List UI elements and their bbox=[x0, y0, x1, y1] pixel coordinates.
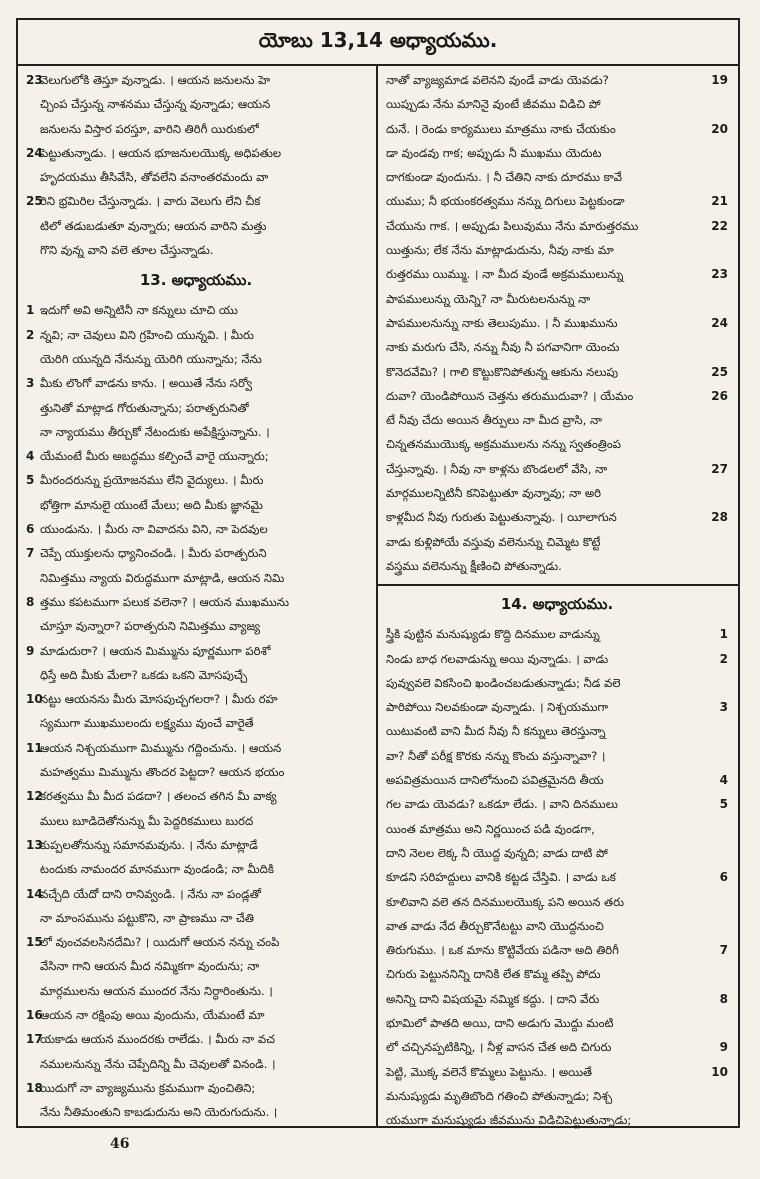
verse-number: 10 bbox=[711, 1064, 728, 1079]
text-line bbox=[26, 347, 366, 371]
verse-number: 24 bbox=[26, 145, 43, 160]
text-line bbox=[26, 189, 366, 213]
line-text: వాత వాడు నేద తీర్చుకొనేటట్టు వాని యొద్దనుంచి bbox=[386, 918, 604, 933]
line-text: మహత్వము మిమ్మును తొందర పెట్టదా? ఆయన భయం bbox=[40, 765, 285, 780]
verse-number: 8 bbox=[26, 594, 35, 609]
text-line bbox=[386, 384, 728, 408]
line-text: మార్గములను ఆయన ముందర నేను నిర్ధారింతును. । bbox=[40, 983, 273, 998]
verse-number: 8 bbox=[719, 991, 728, 1006]
text-line bbox=[386, 1011, 728, 1035]
line-text: చూస్తూ వున్నారా? పరాత్పరుని నిమిత్తము వ్యాజ్య bbox=[40, 619, 261, 634]
text-line bbox=[386, 744, 728, 768]
verse-number: 20 bbox=[711, 121, 728, 136]
text-line bbox=[26, 566, 366, 590]
line-text: రిని భ్రమిరిల చేస్తున్నాడు. । వారు వెలుగు లేని చీక bbox=[40, 194, 261, 209]
line-text: చ్చింప చేస్తున్న నాశనము చేస్తున్న వున్నాడు; ఆయన bbox=[40, 97, 271, 112]
text-line bbox=[26, 141, 366, 165]
text-line bbox=[26, 857, 366, 881]
text-line bbox=[26, 298, 366, 322]
text-columns bbox=[18, 64, 738, 1126]
text-line bbox=[386, 262, 728, 286]
text-line bbox=[26, 238, 366, 262]
line-text: న్నవి; నా చెవులు విని గ్రహించి యున్నవి. । మీరు bbox=[40, 327, 254, 342]
text-line bbox=[386, 481, 728, 505]
text-line bbox=[26, 663, 366, 687]
line-text: నాకు మరుగు చేసి, నన్ను నీవు నీ పగవానిగా యెంచు bbox=[386, 340, 620, 355]
line-text: చేస్తున్నావు. । నీవు నా కాళ్లను బొండలలో వేసి, నా bbox=[386, 461, 608, 476]
text-line bbox=[26, 614, 366, 638]
verse-number: 2 bbox=[26, 327, 35, 342]
text-line bbox=[386, 287, 728, 311]
line-text: యిదుగో నా వ్యాజ్యమును క్రమముగా వుంచితిని; bbox=[40, 1080, 256, 1095]
chapter-14-heading: 14. అధ్యాయము. bbox=[500, 595, 614, 614]
text-line bbox=[386, 622, 728, 646]
text-line bbox=[26, 396, 366, 420]
text-line bbox=[26, 214, 366, 238]
line-text: టే నీవు చేదు అయిన తీర్పులు నా మీద వ్రాసి, నా bbox=[386, 413, 603, 428]
verse-number: 2 bbox=[719, 651, 728, 666]
text-line bbox=[386, 987, 728, 1011]
text-line bbox=[26, 1076, 366, 1100]
chapter-13-text bbox=[26, 298, 366, 1124]
text-line bbox=[26, 1052, 366, 1076]
text-line bbox=[26, 833, 366, 857]
line-text: వస్త్రము వలెనున్ను క్షీణించి పోతున్నాడు. bbox=[386, 558, 562, 573]
line-text: అపవిత్రమయిన దానిలోనుంచి పవిత్రమైనది తీయ bbox=[386, 773, 604, 788]
line-text: యింత మాత్రము అని నిర్ణయించ పడి వుండగా, bbox=[386, 821, 595, 836]
line-text: యకాడు ఆయన ముందరకు రాలేడు. । మీరు నా వచ bbox=[40, 1032, 275, 1047]
verse-number: 3 bbox=[26, 376, 35, 391]
verse-number: 9 bbox=[26, 643, 35, 658]
line-text: యెరిగి యున్నది నేనున్ను యెరిగి యున్నాను; నేను bbox=[40, 351, 262, 366]
verse-number: 7 bbox=[26, 546, 35, 561]
line-text: వచ్చేది యేదో దాని రానివ్వండి. । నేను నా పండ్లతో bbox=[40, 886, 262, 901]
verse-number: 4 bbox=[26, 449, 35, 464]
text-line bbox=[26, 517, 366, 541]
text-line bbox=[386, 1108, 728, 1132]
text-line bbox=[386, 214, 728, 238]
line-text: మాడుదురా? । ఆయన మిమ్మును పూర్ణముగా పరిశో bbox=[40, 643, 271, 658]
verse-number: 11 bbox=[26, 740, 43, 755]
page-number: 46 bbox=[110, 1136, 130, 1152]
line-text: గల వాడు యెవడు? ఒకడూ లేడు. । వాని దినములు bbox=[386, 797, 618, 812]
line-text: తిరుగుము. । ఒక మాను కొట్టివేయ పడినా అది తిరిగీ bbox=[386, 943, 619, 958]
left-column bbox=[18, 64, 378, 1126]
line-text: చిన్నతనముయొక్క అక్రమములను నన్ను స్వతంత్రింప bbox=[386, 437, 621, 452]
verse-number: 18 bbox=[26, 1080, 43, 1095]
verse-number: 12 bbox=[26, 789, 43, 804]
chapter-13-heading: 13. అధ్యాయము. bbox=[139, 271, 253, 290]
text-line bbox=[26, 165, 366, 189]
text-line bbox=[386, 647, 728, 671]
line-text: కాళ్లమీద నీవు గురుతు పెట్టుతున్నావు. । యీలాగున bbox=[386, 510, 617, 525]
text-line bbox=[386, 671, 728, 695]
text-line bbox=[26, 784, 366, 808]
text-line bbox=[386, 141, 728, 165]
verse-number: 3 bbox=[719, 700, 728, 715]
verse-number: 28 bbox=[711, 510, 728, 525]
line-text: యిప్పుడు నేను మానినై వుంటే జీవము విడిచి పో bbox=[386, 97, 601, 112]
text-line bbox=[26, 92, 366, 116]
verse-number: 9 bbox=[719, 1040, 728, 1055]
line-text: దాని నెలల లెక్క నీ యొద్ద వున్నది; వాడు దాటి పో bbox=[386, 845, 608, 860]
line-text: దునే. । రెండు కార్యములు మాత్రము నాకు చేయకుం bbox=[386, 121, 616, 136]
text-line bbox=[386, 117, 728, 141]
line-text: యిటువంటి వాని మీద నీవు నీ కన్నులు తెరస్తున్నా bbox=[386, 724, 606, 739]
text-line bbox=[386, 311, 728, 335]
text-line bbox=[386, 719, 728, 743]
text-line bbox=[26, 590, 366, 614]
text-line bbox=[386, 962, 728, 986]
line-text: హృదయము తీసివేసి, తోవలేని వనాంతరమందు వా bbox=[40, 170, 269, 185]
text-line bbox=[386, 530, 728, 554]
text-line bbox=[386, 792, 728, 816]
text-line bbox=[26, 930, 366, 954]
line-text: లో చచ్చినప్పటికిన్ని, । నీళ్ల వాసన చేత అది చిగురు bbox=[386, 1040, 612, 1055]
text-line bbox=[386, 865, 728, 889]
line-text: టందుకు నామందర మానముగా వుండండి; నా మీదికి bbox=[40, 862, 274, 877]
verse-number: 17 bbox=[26, 1032, 43, 1047]
verse-number: 5 bbox=[719, 797, 728, 812]
line-text: టిలో తడుబడుతూ వున్నారు; ఆయన వారిని మత్తు bbox=[40, 218, 267, 233]
text-line bbox=[386, 1035, 728, 1059]
text-line bbox=[26, 444, 366, 468]
chapter-14-text bbox=[386, 622, 728, 1132]
line-text: నట్టు ఆయనను మీరు మోసపుచ్చగలరా? । మీరు రహ bbox=[40, 692, 278, 707]
verse-number: 23 bbox=[26, 73, 43, 87]
line-text: కుప్పలతోనున్ను సమానమవును. । నేను మాట్లాడే bbox=[40, 837, 258, 852]
verse-number: 27 bbox=[711, 461, 728, 476]
line-text: చెప్పే యుక్తులను ధ్యానించండి. । మీరు పరాత్పరుని bbox=[40, 546, 267, 561]
line-text: మీరందరున్ను ప్రయోజనము లేని వైద్యులు. । మీరు bbox=[40, 473, 264, 488]
line-text: జనులను విస్తార పరస్తూ, వారిని తిరిగీ యిరుకులో bbox=[40, 121, 259, 136]
text-line bbox=[26, 760, 366, 784]
text-line bbox=[26, 323, 366, 347]
text-line bbox=[26, 736, 366, 760]
line-text: త్తునితో మాట్లాడ గోరుతున్నాను; పరాత్పరునితో bbox=[40, 400, 249, 415]
verse-number: 6 bbox=[719, 870, 728, 885]
text-line bbox=[26, 468, 366, 492]
line-text: స్యముగా ముఖములందు లక్ష్యము వుంచే వారైతే bbox=[40, 716, 254, 731]
line-text: కొనెదవేమి? । గాలి కొట్టుకొనిపోతున్న ఆకును నలుపు bbox=[386, 364, 619, 379]
line-text: డా వుండవు గాక; అప్పుడు నీ ముఖము యెదుట bbox=[386, 145, 602, 160]
line-text: నేను నీతిమంతుని కాబడుదును అని యెరుగుదును. । bbox=[40, 1105, 278, 1120]
text-line bbox=[386, 695, 728, 719]
line-text: భూమిలో పాతది అయి, దాని అడుగు మొద్దు మంటి bbox=[386, 1015, 614, 1030]
verse-number: 25 bbox=[26, 194, 43, 209]
line-text: వేసినా గాని ఆయన మీద నమ్మికగా వుందును; నా bbox=[40, 959, 260, 974]
line-text: పాపములున్ను యెన్ని? నా మీరుటలనున్ను నా bbox=[386, 291, 591, 306]
verse-number: 14 bbox=[26, 886, 43, 901]
line-text: దువా? యెండిపోయిన చెత్తను తరుముదువా? । యేమం bbox=[386, 388, 634, 403]
text-line bbox=[386, 238, 728, 262]
line-text: పెట్టుతున్నాడు. । ఆయన భూజనులయొక్క అధిపతుల bbox=[40, 145, 282, 160]
text-line bbox=[26, 1100, 366, 1124]
verse-number: 1 bbox=[26, 303, 35, 318]
page-header bbox=[18, 20, 738, 66]
text-line bbox=[386, 914, 728, 938]
line-text: గొని వున్న వాని వలె తూల చేస్తున్నాడు. bbox=[40, 243, 214, 258]
scripture-page bbox=[16, 18, 740, 1128]
text-line bbox=[386, 408, 728, 432]
text-line bbox=[386, 432, 728, 456]
text-line bbox=[26, 541, 366, 565]
line-text: మీకు లొంగో వాడను కాను. । అయితే నేను సర్వో bbox=[40, 376, 253, 391]
verse-number: 23 bbox=[711, 267, 728, 282]
line-text: యముగా మనుష్యుడు జీవమును విడిచిపెట్టుతున్నాడు; bbox=[386, 1113, 632, 1128]
text-line bbox=[26, 809, 366, 833]
text-line bbox=[386, 360, 728, 384]
text-line bbox=[26, 420, 366, 444]
text-line bbox=[386, 68, 728, 92]
line-text: మార్గములన్నిటినీ కనిపెట్టుతూ వున్నావు; నా అరి bbox=[386, 486, 601, 501]
line-text: పువ్వువలె వికసించి ఖండించబడుతున్నాడు; నీడ వలె bbox=[386, 675, 621, 690]
text-line bbox=[26, 954, 366, 978]
line-text: మనుష్యుడు మృతిబొంది గతించి పోతున్నాడు; నిశ్చ bbox=[386, 1088, 613, 1103]
line-text: కూలివాని వలె తన దినములయొక్క పని అయిన తరు bbox=[386, 894, 624, 909]
line-text: అనిన్ని దాని విషయమై నమ్మిక కద్దు. । దాని వేరు bbox=[386, 991, 600, 1006]
verse-number: 7 bbox=[719, 943, 728, 958]
verse-number: 24 bbox=[711, 315, 728, 330]
line-text: కూడని సరిహద్దులు వానికి కట్టడ చేస్తివి. । వాడు ఒక bbox=[386, 870, 616, 885]
line-text: పాపములనున్ను నాకు తెలుపుము. । నీ ముఖమును bbox=[386, 315, 618, 330]
text-line bbox=[386, 938, 728, 962]
text-line bbox=[386, 92, 728, 116]
chapter-13-end bbox=[386, 68, 728, 578]
line-text: భోత్తిగా మానులై యుంటే మేలు; అది మీకు జ్ఞానమై bbox=[40, 497, 263, 512]
text-line bbox=[386, 817, 728, 841]
verse-number: 10 bbox=[26, 692, 43, 707]
verse-number: 4 bbox=[719, 773, 728, 788]
line-text: రుత్తరము యిమ్ము. । నా మీద వుండే అక్రమములున్ను bbox=[386, 267, 624, 282]
line-text: దాగకుండా వుందును. । నీ చేతిని నాకు దూరము కావే bbox=[386, 170, 622, 185]
text-line bbox=[26, 371, 366, 395]
text-line bbox=[386, 554, 728, 578]
text-line bbox=[26, 882, 366, 906]
line-text: నా మాంసమును పట్టుకొని, నా ప్రాణము నా చేతి bbox=[40, 910, 254, 925]
text-line bbox=[386, 1060, 728, 1084]
text-line bbox=[26, 639, 366, 663]
text-line bbox=[26, 1027, 366, 1051]
verse-number: 25 bbox=[711, 364, 728, 379]
text-line bbox=[386, 768, 728, 792]
text-line bbox=[26, 906, 366, 930]
line-text: నిండు బాధ గలవాడున్ను అయి వున్నాడు. । వాడు bbox=[386, 651, 609, 666]
verse-number: 15 bbox=[26, 935, 43, 950]
verse-number: 5 bbox=[26, 473, 35, 488]
verse-number: 1 bbox=[719, 627, 728, 642]
text-line bbox=[386, 890, 728, 914]
text-line bbox=[386, 335, 728, 359]
text-line bbox=[26, 711, 366, 735]
verse-number: 19 bbox=[711, 73, 728, 87]
text-line bbox=[386, 841, 728, 865]
text-line bbox=[386, 189, 728, 213]
text-line bbox=[26, 687, 366, 711]
line-text: యేమంటే మీరు అబద్ధము కల్పించే వారై యున్నారు; bbox=[40, 449, 269, 464]
verse-number: 26 bbox=[711, 388, 728, 403]
text-line bbox=[26, 1003, 366, 1027]
line-text: యిత్తును; లేక నేను మాట్లాడుదును, నీవు నాకు మా bbox=[386, 243, 614, 258]
text-line bbox=[26, 68, 366, 92]
line-text: నాతో వ్యాజ్యమాడ వలెనని వుండే వాడు యెవడు? bbox=[386, 73, 609, 87]
line-text: వాడు కుళ్లిపోయే వస్తువు వలెనున్ను చిమ్మెట కొట్టే bbox=[386, 534, 601, 549]
line-text: యుము; నీ భయంకరత్వము నన్ను దిగులు పెట్టకుండా bbox=[386, 194, 625, 209]
verse-number: 13 bbox=[26, 837, 43, 852]
line-text: స్త్రీకి పుట్టిన మనుష్యుడు కొద్ది దినముల వాడున్ను bbox=[386, 627, 600, 642]
line-text: ఆయన నిశ్చయముగా మిమ్మును గద్దించును. । ఆయన bbox=[40, 740, 282, 755]
line-text: ఇదుగో అవి అన్నిటినీ నా కన్నులు చూచి యు bbox=[40, 303, 238, 318]
line-text: వెలుగులోకి తెస్తూ వున్నాడు. । ఆయన జనులను హె bbox=[40, 73, 271, 87]
page-title: యోబు 13,14 అధ్యాయము. bbox=[258, 27, 498, 52]
line-text: నిమిత్తము న్యాయ విరుద్ధముగా మాట్లాడి, ఆయన నిమి bbox=[40, 570, 285, 585]
line-text: ఆయన నా రక్షింపు అయి వుందును, యేమంటే మా bbox=[40, 1007, 265, 1022]
line-text: నములనున్ను నేను చెప్పేదిన్ని మీ చెవులతో వినండి. । bbox=[40, 1056, 276, 1071]
text-line bbox=[386, 457, 728, 481]
text-line bbox=[26, 493, 366, 517]
right-column bbox=[378, 64, 738, 1126]
verse-number: 21 bbox=[711, 194, 728, 209]
line-text: వా? నీతో పరీక్ష కొరకు నన్ను కొంచు వస్తున్నావా? । bbox=[386, 748, 606, 763]
text-line bbox=[386, 1084, 728, 1108]
line-text: త్తము కపటముగా పలుక వలెనా? । ఆయన ముఖమును bbox=[40, 594, 289, 609]
verse-number: 22 bbox=[711, 218, 728, 233]
line-text: ములు బూడిదెతోనున్ను మీ పెద్దరికములు బురద bbox=[40, 813, 254, 828]
line-text: కరత్వము మీ మీద పడదా? । తలంచ తగిన మీ వాక్య bbox=[40, 789, 277, 804]
text-line bbox=[26, 979, 366, 1003]
line-text: పారిపోయి నిలవకుండా వున్నాడు. । నిశ్చయముగా bbox=[386, 700, 609, 715]
text-line bbox=[386, 165, 728, 189]
line-text: చేయును గాక. । అప్పుడు పిలువుము నేను మారుత్తరము bbox=[386, 218, 639, 233]
line-text: నా న్యాయము తీర్చుకో నేటందుకు అపేక్షిస్తున్నాను. । bbox=[40, 424, 270, 439]
verse-number: 16 bbox=[26, 1007, 43, 1022]
text-line bbox=[26, 117, 366, 141]
line-text: ధిస్తే అది మీకు మేలా? ఒకడు ఒకని మోసపుచ్చే bbox=[40, 667, 248, 682]
verse-number: 6 bbox=[26, 522, 35, 537]
line-text: లో వుంచవలసినదేమి? । యిదుగో ఆయన నన్ను చంపి bbox=[40, 935, 280, 950]
line-text: యుండును. । మీరు నా వివాదను విని, నా పెదవుల bbox=[40, 522, 268, 537]
line-text: పెట్టి, మొక్క వలెనే కొమ్మలు పెట్టును. । అయితే bbox=[386, 1064, 593, 1079]
line-text: చిగురు పెట్టుననిన్ని దానికి లేత కొమ్మ తప్పి పోదు bbox=[386, 967, 601, 982]
text-line bbox=[386, 505, 728, 529]
chapter-12-end bbox=[26, 68, 366, 262]
